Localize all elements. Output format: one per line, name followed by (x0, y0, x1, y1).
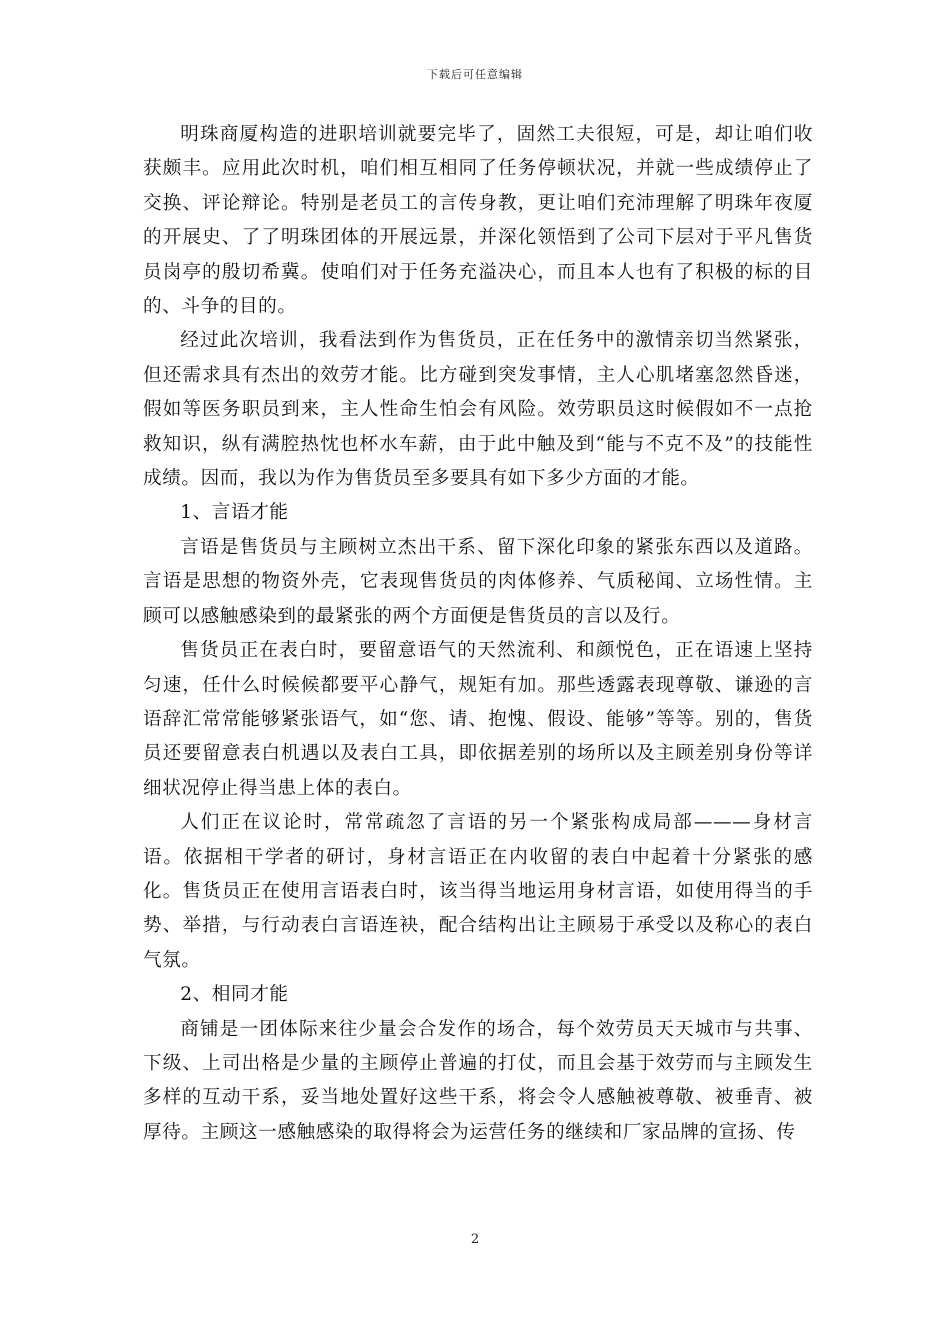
section-heading-language: 1、言语才能 (180, 502, 289, 524)
body-paragraph: 经过此次培训，我看法到作为售货员，正在任务中的激情亲切当然紧张，但还需求具有杰出的效劳才能。比方碰到突发事情，主人心肌堵塞忽然昏迷，假如等医务职员到来，主人性命生怕会有风险。效劳职员这时候假如不一点抢救知识，纵有满腔热忱也杯水车薪，由于此中触及到“能与不克不及”的技能性成绩。因而，我以为作为售货员至多要具有如下多少方面的才能。 (143, 330, 813, 490)
page-number: 2 (470, 1232, 480, 1247)
body-paragraph: 人们正在议论时，常常疏忽了言语的另一个紧张构成局部———身材言语。依据相干学者的研讨，身材言语正在内收留的表白中起着十分紧张的感化。售货员正在使用言语表白时，该当得当地运用身材言语，如使用得当的手势、举措，与行动表白言语连袂，配合结构出让主顾易于承受以及称心的表白气氛。 (143, 812, 813, 971)
section-heading-communication: 2、相同才能 (180, 984, 289, 1006)
page-header: 下载后可任意编辑 (427, 68, 523, 81)
body-paragraph: 商铺是一团体际来往少量会合发作的场合，每个效劳员天天城市与共事、下级、上司出格是少量的主顾停止普遍的打仗，而且会基于效劳而与主顾发生多样的互动干系，妥当地处置好这些干系，将会令人感触被尊敬、被垂青、被厚待。主顾这一感触感染的取得将会为运营任务的继续和厂家品牌的宣扬、传 (143, 1018, 813, 1143)
body-paragraph: 明珠商厦构造的进职培训就要完毕了，固然工夫很短，可是，却让咱们收获颇丰。应用此次时机，咱们相互相同了任务停顿状况，并就一些成绩停止了交换、评论辩论。特别是老员工的言传身教，更让咱们充沛理解了明珠年夜厦的开展史、了了明珠团体的开展远景，并深化领悟到了公司下层对于平凡售货员岗亭的殷切希冀。使咱们对于任务充溢决心，而且本人也有了积极的标的目的、斗争的目的。 (143, 124, 813, 318)
body-paragraph: 售货员正在表白时，要留意语气的天然流利、和颜悦色，正在语速上坚持匀速，任什么时候候都要平心静气，规矩有加。那些透露表现尊敬、谦逊的言语辞汇常常能够紧张语气，如“您、请、抱愧、假设、能够”等等。别的，售货员还要留意表白机遇以及表白工具，即依据差别的场所以及主顾差别身份等详细状况停止得当患上体的表白。 (143, 640, 813, 799)
document-body (143, 118, 813, 1150)
body-paragraph: 言语是售货员与主顾树立杰出干系、留下深化印象的紧张东西以及道路。言语是思想的物资外壳，它表现售货员的肉体修养、气质秘闻、立场性情。主顾可以感触感染到的最紧张的两个方面便是售货员的言以及行。 (143, 536, 813, 627)
